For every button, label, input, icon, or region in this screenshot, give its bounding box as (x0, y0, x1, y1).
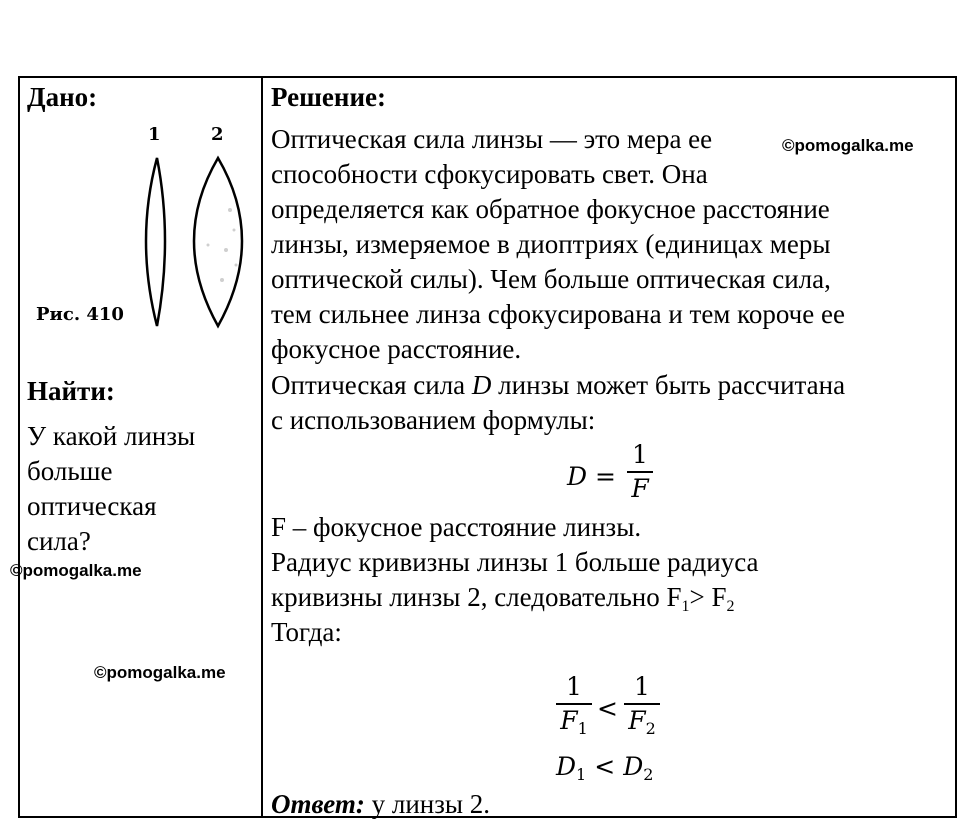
inequality-d: $D_1 < D_2$ (556, 752, 654, 784)
radius-line-1: Радиус кривизны линзы 1 больше радиуса (271, 547, 759, 577)
f-definition: F – фокусное расстояние линзы. (271, 512, 642, 542)
lens-1-shape (146, 158, 165, 326)
then-label: Тогда: (271, 617, 342, 647)
find-title: Найти: (27, 376, 115, 406)
watermark: ©pomogalka.me (782, 136, 914, 155)
paragraph-line-1: Оптическая сила линзы — это мера ее (271, 124, 713, 154)
paragraph-line-6: тем сильнее линза сфокусирована и тем короче ее (271, 299, 845, 329)
watermark: ©pomogalka.me (94, 663, 226, 682)
watermark: ©pomogalka.me (10, 561, 142, 580)
inequality-right-fraction: 1 $F_2$ (624, 672, 660, 744)
column-divider (261, 76, 263, 818)
find-line-2: больше (27, 456, 113, 486)
inequality-op: < (597, 694, 618, 723)
answer (271, 787, 490, 822)
find-line-3: оптическая (27, 491, 157, 521)
paragraph-line-3: определяется как обратное фокусное расстояние (271, 194, 830, 224)
given-title: Дано: (27, 82, 98, 112)
lens1-label: 1 (148, 124, 161, 145)
radius-line-2: кривизны линзы 2, следовательно $F_1> F_2$ (271, 582, 735, 615)
answer-label: Ответ: (271, 789, 365, 819)
lenses-drawing (130, 150, 260, 335)
variable-d: D (471, 370, 492, 400)
formula-intro-line-1: Оптическая сила D линзы может быть рассчитана (271, 370, 846, 400)
paragraph-line-5: оптической силы). Чем больше оптическая сила, (271, 264, 831, 294)
lens-2-shape (194, 158, 242, 326)
lens2-label: 2 (211, 124, 224, 145)
paragraph-line-2: способности сфокусировать свет. Она (271, 159, 708, 189)
find-line-1: У какой линзы (27, 421, 196, 451)
paragraph-line-4: линзы, измеряемое в диоптриях (единицах меры (271, 229, 831, 259)
answer-text: у линзы 2. (364, 789, 491, 819)
formula-intro-line-2: с использованием формулы: (271, 405, 596, 435)
solution-title: Решение: (271, 82, 386, 112)
lens-2-shading (207, 208, 238, 282)
inequality-left-fraction: 1 $F_1$ (556, 672, 592, 744)
formula-fraction: 1 F (627, 440, 653, 504)
figure-caption: Рис. 410 (36, 304, 124, 325)
paragraph-line-7: фокусное расстояние. (271, 334, 522, 364)
find-line-4: сила? (27, 526, 91, 556)
formula-lhs: D = (567, 462, 616, 491)
